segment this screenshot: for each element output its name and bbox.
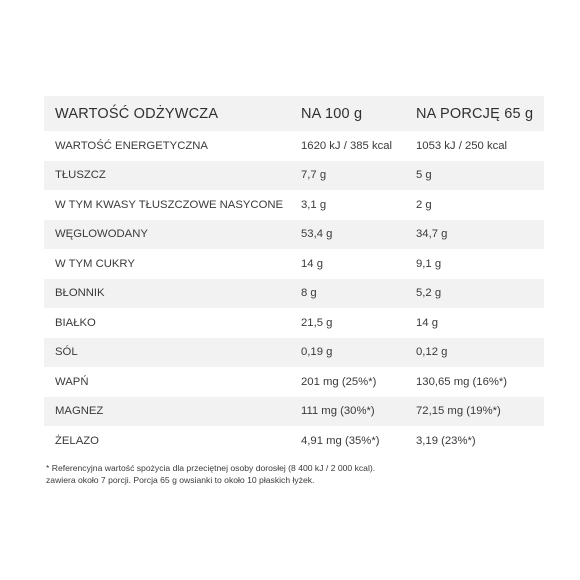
value-per-100g-cell: 7,7 g [301, 169, 327, 182]
value-per-portion-cell: 14 g [416, 316, 438, 329]
nutrient-name-cell: BŁONNIK [55, 287, 105, 300]
nutrient-name-cell: MAGNEZ [55, 405, 104, 418]
value-per-100g-cell: 8 g [301, 287, 317, 300]
header-per-portion: NA PORCJĘ 65 g [416, 105, 534, 122]
value-per-100g-cell: 21,5 g [301, 316, 333, 329]
value-per-portion-cell: 72,15 mg (19%*) [416, 405, 501, 418]
table-header-row [44, 96, 544, 131]
table-row [44, 308, 544, 338]
value-per-portion-cell: 0,12 g [416, 346, 448, 359]
value-per-100g-cell: 201 mg (25%*) [301, 375, 377, 388]
value-per-100g-cell: 1620 kJ / 385 kcal [301, 139, 393, 152]
value-per-100g-cell: 4,91 mg (35%*) [301, 434, 380, 447]
nutrient-name-cell: W TYM CUKRY [55, 257, 135, 270]
nutrient-name-cell: WĘGLOWODANY [55, 228, 148, 241]
table-row [44, 190, 544, 220]
nutrient-name-cell: TŁUSZCZ [55, 169, 106, 182]
value-per-portion-cell: 130,65 mg (16%*) [416, 375, 508, 388]
table-row [44, 426, 544, 456]
nutrition-panel [44, 96, 544, 486]
value-per-100g-cell: 14 g [301, 257, 323, 270]
nutrient-name-cell: W TYM KWASY TŁUSZCZOWE NASYCONE [55, 198, 284, 211]
value-per-portion-cell: 5,2 g [416, 287, 442, 300]
header-per-100g: NA 100 g [301, 105, 363, 122]
nutrition-table [44, 96, 544, 456]
nutrient-name-cell: ŻELAZO [55, 434, 99, 447]
table-row [44, 338, 544, 368]
footnote-reference-intake: * Referencyjna wartość spożycia dla przeciętnej osoby dorosłej (8 400 kJ / 2 000 kcal). [46, 462, 376, 473]
table-row [44, 397, 544, 427]
header-nutrient: WARTOŚĆ ODŻYWCZA [55, 105, 219, 122]
table-row [44, 249, 544, 279]
value-per-portion-cell: 34,7 g [416, 228, 448, 241]
table-row [44, 367, 544, 397]
value-per-100g-cell: 53,4 g [301, 228, 333, 241]
value-per-100g-cell: 0,19 g [301, 346, 333, 359]
nutrient-name-cell: SÓL [55, 346, 78, 359]
value-per-portion-cell: 3,19 (23%*) [416, 434, 476, 447]
table-row [44, 279, 544, 309]
table-row [44, 131, 544, 161]
footnotes [44, 462, 544, 486]
nutrient-name-cell: WAPŃ [55, 375, 89, 388]
table-row [44, 220, 544, 250]
value-per-portion-cell: 9,1 g [416, 257, 442, 270]
value-per-100g-cell: 111 mg (30%*) [301, 405, 375, 418]
nutrient-name-cell: WARTOŚĆ ENERGETYCZNA [55, 139, 208, 152]
value-per-portion-cell: 5 g [416, 169, 432, 182]
table-row [44, 161, 544, 191]
value-per-portion-cell: 2 g [416, 198, 432, 211]
value-per-portion-cell: 1053 kJ / 250 kcal [416, 139, 508, 152]
value-per-100g-cell: 3,1 g [301, 198, 327, 211]
footnote-portions: zawiera około 7 porcji. Porcja 65 g owsianki to około 10 płaskich łyżek. [46, 474, 315, 485]
nutrient-name-cell: BIAŁKO [55, 316, 96, 329]
